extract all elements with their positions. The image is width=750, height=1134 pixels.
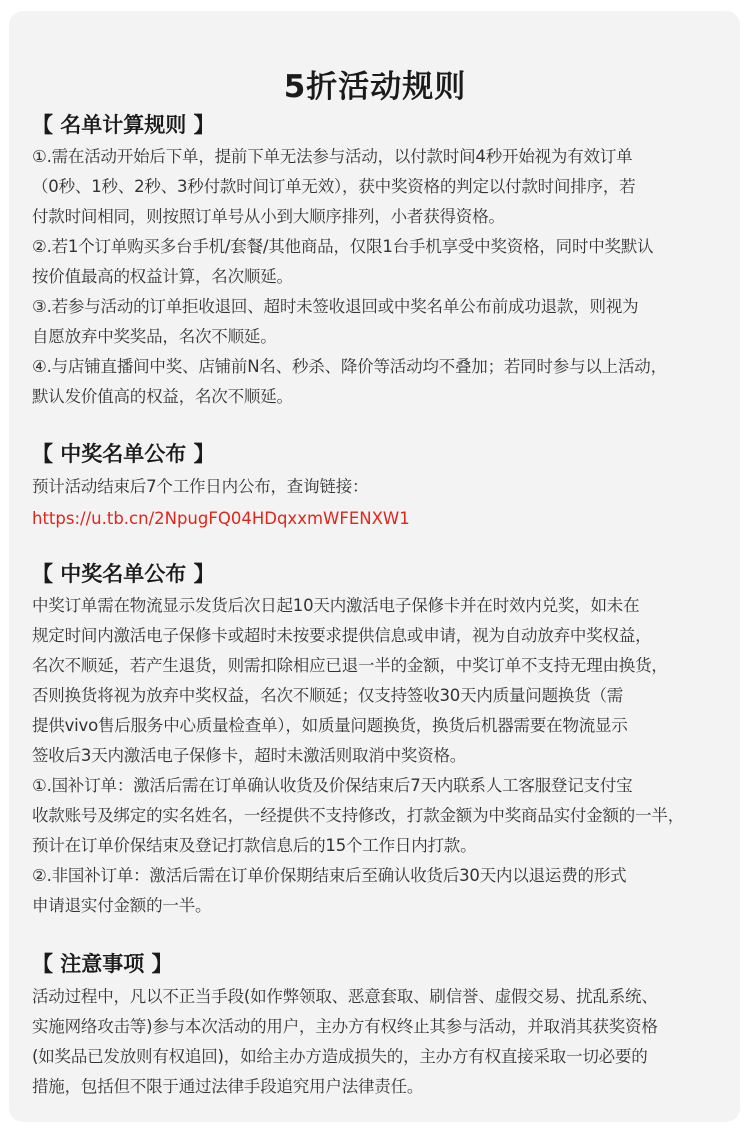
section-body-notes (32, 982, 732, 1102)
text-line: 活动过程中，凡以不正当手段(如作弊领取、恶意套取、刷信誉、虚假交易、扰乱系统、 (32, 987, 658, 1006)
section-body-ranking-rules (32, 142, 732, 412)
text-line: 实施网络攻击等)参与本次活动的用户，主办方有权终止其参与活动，并取消其获奖资格 (32, 1017, 658, 1036)
text-line: 签收后3天内激活电子保修卡，超时未激活则取消中奖资格。 (32, 746, 467, 765)
text-line: 中奖订单需在物流显示发货后次日起10天内激活电子保修卡并在时效内兑奖，如未在 (32, 596, 640, 615)
section-body-winner-announcement (32, 472, 732, 502)
section-heading-notes: 【 注意事项 】 (32, 952, 173, 976)
text-line: 预计活动结束后7个工作日内公布，查询链接： (32, 477, 369, 496)
text-line: ②.若1个订单购买多台手机/套餐/其他商品，仅限1台手机享受中奖资格，同时中奖默认 (32, 237, 654, 256)
text-line: 默认发价值高的权益，名次不顺延。 (32, 387, 293, 406)
text-line: 预计在订单价保结束及登记打款信息后的15个工作日内打款。 (32, 836, 477, 855)
text-line: ④.与店铺直播间中奖、店铺前N名、秒杀、降价等活动均不叠加；若同时参与以上活动， (32, 357, 667, 376)
text-line: 否则换货将视为放弃中奖权益，名次不顺延；仅支持签收30天内质量问题换货（需 (32, 686, 624, 705)
page-title: 5折活动规则 (283, 68, 467, 105)
text-line: ①.国补订单：激活后需在订单确认收货及价保结束后7天内联系人工客服登记支付宝 (32, 776, 633, 795)
text-line: 按价值最高的权益计算，名次顺延。 (32, 267, 293, 286)
text-line: （0秒、1秒、2秒、3秒付款时间订单无效），获中奖资格的判定以付款时间排序，若 (32, 177, 636, 196)
text-line: 申请退实付金额的一半。 (32, 896, 212, 915)
text-line: 收款账号及绑定的实名姓名，一经提供不支持修改，打款金额为中奖商品实付金额的一半， (32, 806, 685, 825)
text-line: 付款时间相同，则按照订单号从小到大顺序排列，小者获得资格。 (32, 207, 505, 226)
text-line: ①.需在活动开始后下单，提前下单无法参与活动，以付款时间4秒开始视为有效订单 (32, 147, 633, 166)
text-line: 提供vivo售后服务中心质量检查单），如质量问题换货，换货后机器需要在物流显示 (32, 716, 628, 735)
text-line: 规定时间内激活电子保修卡或超时未按要求提供信息或申请，视为自动放弃中奖权益， (32, 626, 652, 645)
text-line: 名次不顺延，若产生退货，则需扣除相应已退一半的金额，中奖订单不支持无理由换货， (32, 656, 668, 675)
text-line: 措施，包括但不限于通过法律手段追究用户法律责任。 (32, 1077, 424, 1096)
text-line: ③.若参与活动的订单拒收退回、超时未签收退回或中奖名单公布前成功退款，则视为 (32, 297, 639, 316)
text-line: (如奖品已发放则有权追回)，如给主办方造成损失的，主办方有权直接采取一切必要的 (32, 1047, 648, 1066)
query-link[interactable]: https://u.tb.cn/2NpugFQ04HDqxxmWFENXW1 (32, 509, 410, 528)
section-heading-winner-announcement: 【 中奖名单公布 】 (32, 442, 215, 466)
section-body-prize-redemption (32, 591, 732, 921)
text-line: ②.非国补订单：激活后需在订单价保期结束后至确认收货后30天内以退运费的形式 (32, 866, 627, 885)
text-line: 自愿放弃中奖奖品，名次不顺延。 (32, 327, 277, 346)
section-heading-ranking-rules: 【 名单计算规则 】 (32, 113, 215, 137)
section-heading-prize-redemption: 【 中奖名单公布 】 (32, 562, 215, 586)
